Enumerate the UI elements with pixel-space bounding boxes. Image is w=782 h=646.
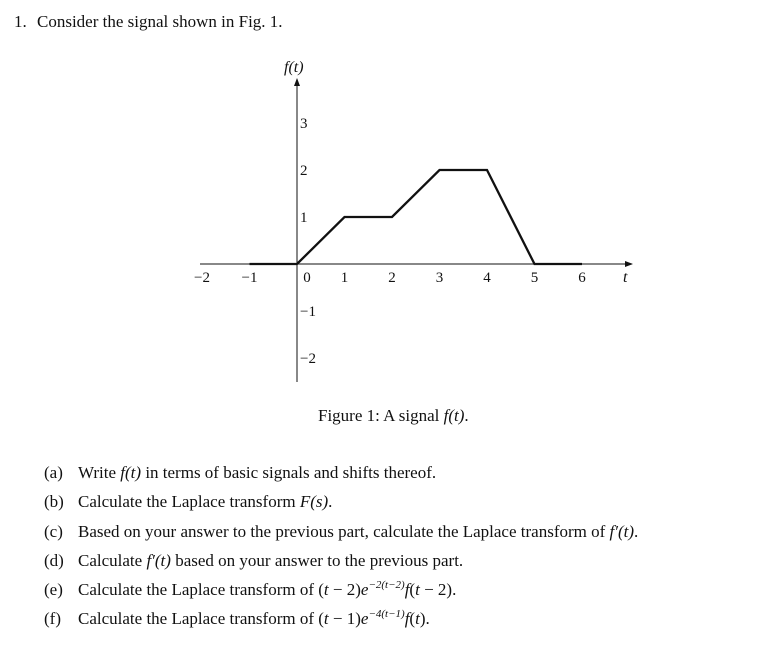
x-tick-label: 6 (578, 270, 586, 286)
question-item: (b) Calculate the Laplace transform F(s). (44, 489, 638, 518)
question-label: (d) (44, 550, 64, 570)
question-label: (b) (44, 492, 64, 512)
question-label: (a) (44, 463, 63, 482)
question-label: (e) (44, 580, 63, 600)
question-item: (e) Calculate the Laplace transform of $(t - 2)e^{-2(t-2)}f(t - 2)$. (44, 577, 638, 606)
question-list (44, 460, 638, 636)
question-item: (c) Based on your answer to the previous part, calculate the Laplace transform of f′(t). (44, 519, 638, 548)
question-label: (c) (44, 521, 63, 541)
y-tick-label: −1 (300, 304, 316, 320)
y-tick-label: −2 (300, 351, 316, 367)
x-tick-label: 2 (388, 270, 396, 286)
y-tick-label: 2 (300, 163, 308, 179)
question-item: (a) Write f(t) in terms of basic signals and shifts thereof. (44, 460, 638, 489)
question-item: (f) Calculate the Laplace transform of $(t - 1)e^{-4(t-1)}f(t)$. (44, 606, 638, 635)
x-axis-label: t (623, 269, 628, 286)
tick-labels (194, 116, 586, 367)
x-tick-label: 1 (340, 270, 349, 286)
problem-number: 1. (14, 12, 27, 31)
x-tick-label: −2 (194, 270, 210, 286)
question-label: (f) (44, 609, 61, 629)
figure-caption: Figure 1: A signal f(t). (318, 406, 469, 425)
x-tick-label: 5 (530, 270, 539, 286)
question-item: (d) Calculate f′(t) based on your answer to the previous part. (44, 548, 638, 577)
y-tick-label: 1 (300, 210, 308, 226)
x-tick-label: 0 (303, 270, 311, 286)
problem-statement: Consider the signal shown in Fig. 1. (37, 12, 283, 31)
x-tick-label: 3 (435, 270, 444, 286)
x-tick-label: −1 (241, 270, 258, 286)
y-tick-label: 3 (300, 116, 308, 132)
axes (200, 79, 632, 382)
x-tick-label: 4 (483, 270, 491, 286)
y-axis-label: f(t) (284, 59, 304, 76)
